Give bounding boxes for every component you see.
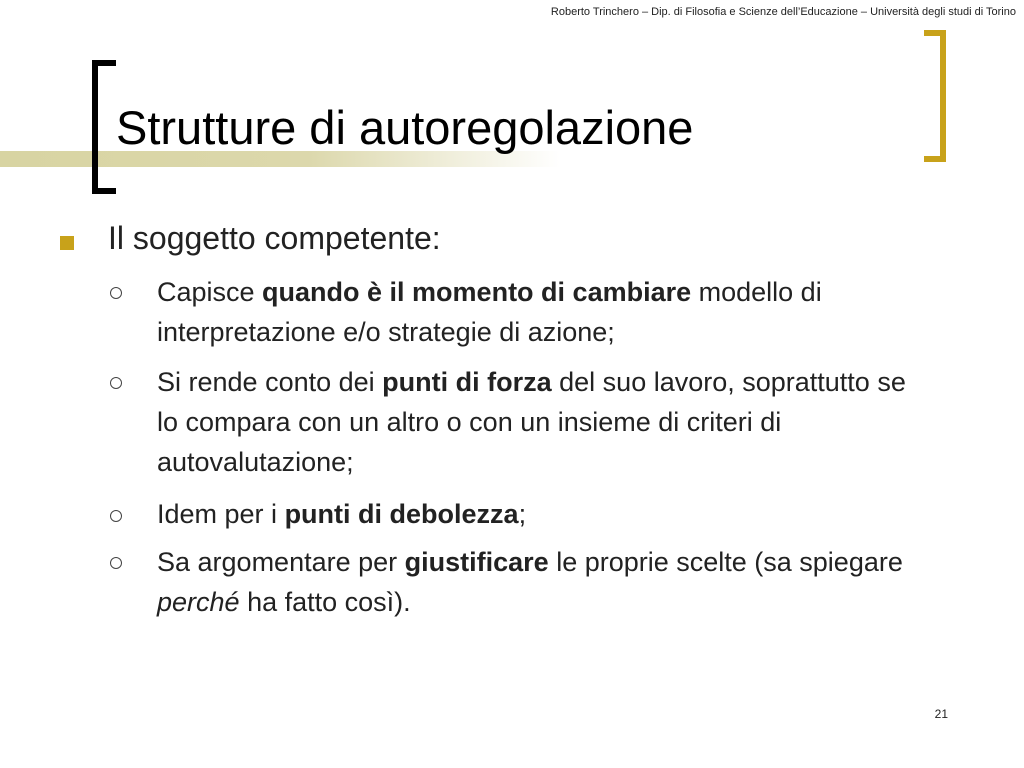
right-bracket-decoration — [924, 30, 946, 162]
page-number: 21 — [934, 707, 948, 721]
point-text: ha fatto così). — [239, 587, 411, 617]
circle-bullet-icon — [110, 377, 122, 389]
main-point: Il soggetto competente: — [108, 220, 441, 256]
point-text: Si rende conto dei — [157, 367, 383, 397]
square-bullet-icon — [60, 236, 74, 250]
circle-bullet-icon — [110, 287, 122, 299]
header-credit: Roberto Trinchero – Dip. di Filosofia e Scienze dell’Educazione – Università degli studi di Torino — [550, 6, 1016, 18]
point-text: ; — [518, 499, 527, 529]
list-item — [157, 494, 917, 534]
point-emphasis: punti di forza — [382, 367, 552, 397]
point-text: le proprie scelte (sa spiegare — [548, 547, 903, 577]
list-item — [157, 542, 917, 622]
circle-bullet-icon — [110, 510, 122, 522]
point-text: Sa argomentare per — [157, 547, 405, 577]
point-text: Idem per i — [157, 499, 285, 529]
point-emphasis: giustificare — [404, 547, 549, 577]
left-bracket-decoration — [92, 60, 116, 194]
point-text: Capisce — [157, 277, 263, 307]
list-item — [157, 272, 917, 352]
slide-title: Strutture di autoregolazione — [116, 101, 694, 154]
point-emphasis: quando è il momento di cambiare — [262, 277, 692, 307]
circle-bullet-icon — [110, 557, 122, 569]
point-italic: perché — [157, 587, 240, 617]
point-emphasis: punti di debolezza — [284, 499, 519, 529]
list-item — [157, 362, 917, 482]
point-text: modello di interpretazione e/o strategie di azione; — [157, 277, 822, 347]
point-text: del suo lavoro, soprattutto se lo compara con un altro o con un insieme di criteri di autovalutazione; — [157, 367, 906, 477]
